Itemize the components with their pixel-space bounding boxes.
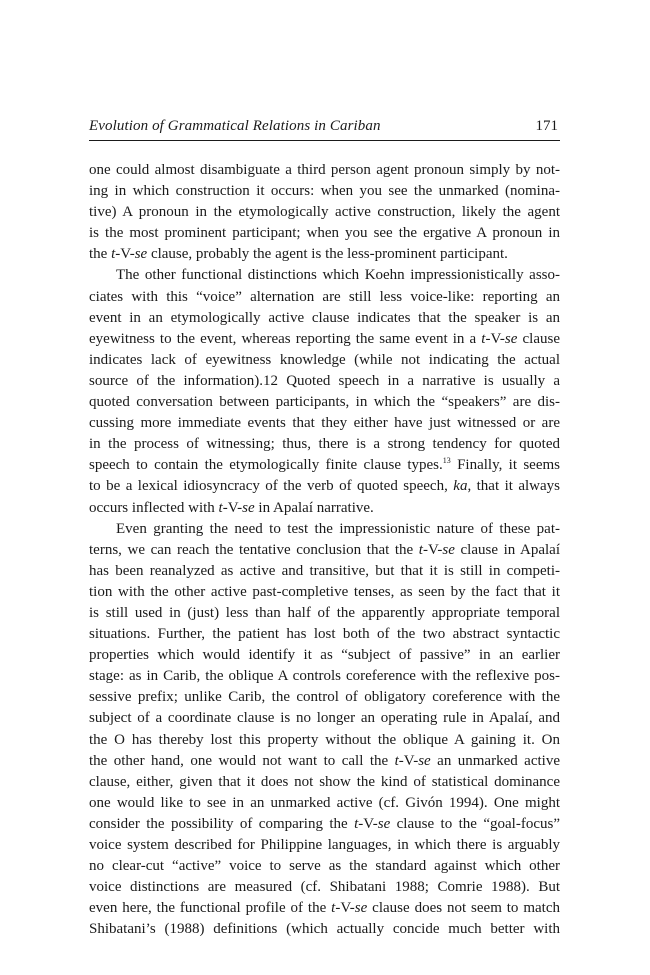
running-head-title: Evolution of Grammatical Relations in Cariban (89, 118, 381, 134)
text-line: indicates lack of eyewitness knowledge (while not indicating the actual (89, 351, 560, 368)
text-line: tive) A pronoun in the etymologically active construction, likely the agent (89, 204, 560, 221)
text-line: stage: as in Carib, the oblique A controls coreference with the reflexive pos- (89, 668, 560, 685)
text-line: no clear-cut “active” voice to serve as the standard against which other (89, 858, 560, 875)
text-line: is still used in (just) less than half of the apparently appropriate temporal (89, 604, 560, 621)
text-line: one could almost disambiguate a third person agent pronoun simply by not- (89, 162, 560, 178)
body-text (89, 160, 560, 940)
text-line: situations. Further, the patient has lost both of the two abstract syntactic (89, 626, 560, 643)
text-line: the other hand, one would not want to call the t-V-se an unmarked active (89, 752, 560, 769)
text-line: consider the possibility of comparing the t-V-se clause to the “goal-focus” (89, 815, 560, 832)
text-line: Even granting the need to test the impressionistic nature of these pat- (116, 520, 560, 537)
text-line: to be a lexical idiosyncracy of the verb of quoted speech, ka, that it always (89, 478, 560, 495)
text-line: is the most prominent participant; when you see the ergative A pronoun in (89, 225, 560, 242)
text-line: occurs inflected with t-V-se in Apalaí narrative. (89, 499, 374, 516)
text-line: voice system described for Philippine languages, in which there is arguably (89, 837, 560, 853)
text-line: The other functional distinctions which Koehn impressionistically asso- (116, 267, 560, 284)
text-line: properties which would identify it as “subject of passive” in an earlier (89, 647, 560, 664)
text-line: the t-V-se clause, probably the agent is the less-prominent participant. (89, 246, 508, 263)
text-line: speech to contain the etymologically finite clause types.$^{13}$ Finally, it seems (89, 456, 560, 474)
text-line: the O has thereby lost this property without the oblique A gaining it. On (89, 731, 560, 748)
paragraph-3 (89, 519, 560, 941)
text-line: cussing more immediate events that they either have just witnessed or are (89, 415, 560, 432)
text-line: has been reanalyzed as active and transitive, but that it is still in competi- (89, 562, 560, 579)
text-line: tion with the other active past-completive tenses, as seen by the fact that it (89, 583, 560, 600)
text-line: eyewitness to the event, whereas reporting the same event in a t-V-se clause (89, 330, 560, 347)
text-line: in the process of witnessing; thus, there is a strong tendency for quoted (89, 436, 560, 453)
text-line: source of the information).12 Quoted speech in a narrative is usually a (89, 372, 560, 389)
text-line: voice distinctions are measured (cf. Shibatani 1988; Comrie 1988). But (89, 879, 560, 896)
text-line: sessive prefix; unlike Carib, the control of obligatory coreference with the (89, 689, 560, 706)
paragraph-1 (89, 160, 560, 265)
text-line: ciates with this “voice” alternation are still less voice-like: reporting an (89, 288, 560, 305)
paragraph-2 (89, 265, 560, 518)
running-head (89, 118, 560, 141)
text-line: Shibatani’s (1988) definitions (which actually concide much better with (89, 921, 560, 938)
text-line: terns, we can reach the tentative conclusion that the t-V-se clause in Apalaí (89, 541, 560, 558)
text-line: subject of a coordinate clause is no longer an operating rule in Apalaí, and (89, 710, 560, 727)
text-line: one would like to see in an unmarked active (cf. Givón 1994). One might (89, 794, 560, 811)
text-line: quoted conversation between participants, in which the “speakers” are dis- (89, 394, 560, 411)
text-line: clause, either, given that it does not show the kind of statistical dominance (89, 773, 560, 790)
text-line: ing in which construction it occurs: when you see the unmarked (nomina- (89, 183, 560, 200)
text-line: even here, the functional profile of the t-V-se clause does not seem to match (89, 900, 560, 917)
page-number: 171 (535, 118, 558, 134)
text-line: event in an etymologically active clause indicates that the speaker is an (89, 309, 560, 326)
